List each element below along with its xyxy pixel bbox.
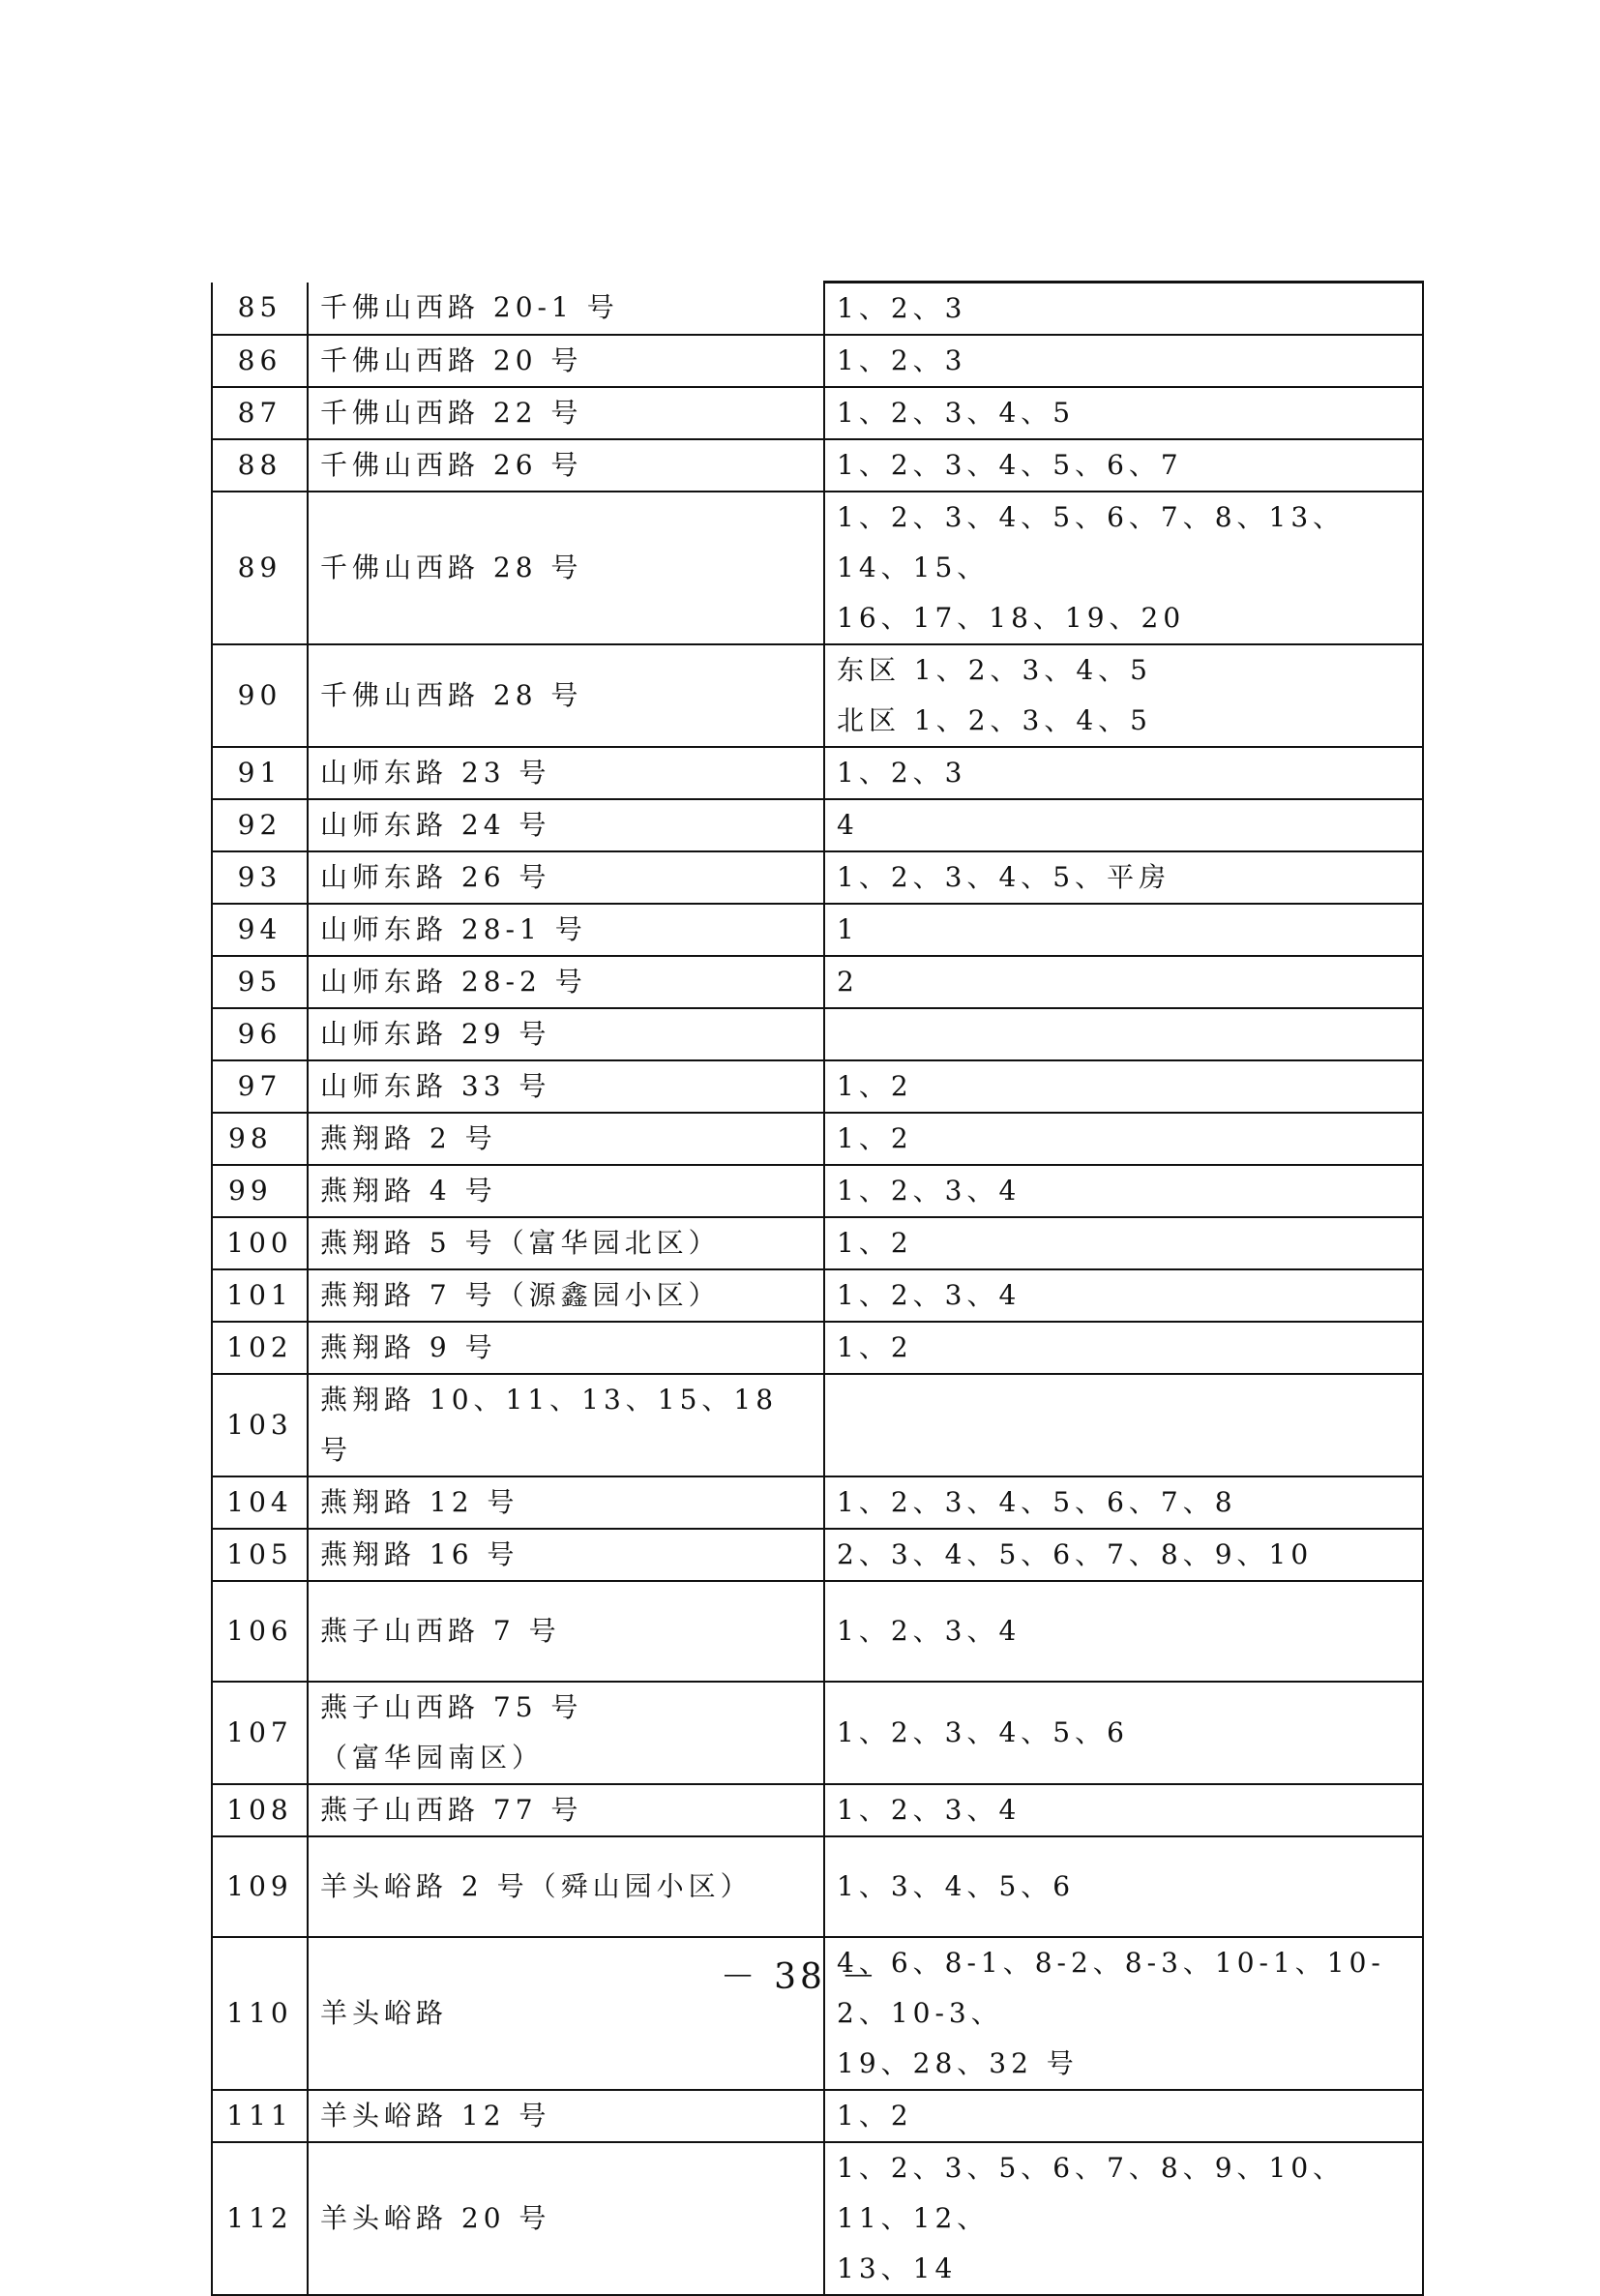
row-number: 101 (212, 1269, 308, 1322)
table-row (212, 387, 1423, 439)
building-numbers-cell: 1、2、3、4、5、6、7 (824, 439, 1423, 492)
row-number: 103 (212, 1374, 308, 1476)
table-row (212, 1322, 1423, 1374)
table-row (212, 1476, 1423, 1529)
table-row (212, 1060, 1423, 1113)
building-numbers-cell: 1、2 (824, 2090, 1423, 2142)
table-row (212, 492, 1423, 644)
address-cell: 羊头峪路 20 号 (308, 2142, 824, 2295)
address-cell: 羊头峪路 (308, 1937, 824, 2090)
address-cell: 燕翔路 5 号（富华园北区） (308, 1217, 824, 1269)
table-row (212, 851, 1423, 904)
address-cell: 燕翔路 12 号 (308, 1476, 824, 1529)
row-number: 108 (212, 1784, 308, 1836)
building-numbers-cell: 1、2 (824, 1322, 1423, 1374)
building-numbers-cell: 1、2 (824, 1060, 1423, 1113)
table-row (212, 904, 1423, 956)
table-row (212, 1165, 1423, 1217)
address-cell: 燕子山西路 75 号 （富华园南区） (308, 1682, 824, 1784)
table-row (212, 1008, 1423, 1060)
table-row (212, 2090, 1423, 2142)
address-cell: 山师东路 24 号 (308, 799, 824, 851)
row-number: 104 (212, 1476, 308, 1529)
row-number: 96 (212, 1008, 308, 1060)
row-number: 85 (212, 283, 308, 336)
building-numbers-cell: 1、2、3、4 (824, 1269, 1423, 1322)
address-cell: 燕子山西路 77 号 (308, 1784, 824, 1836)
row-number: 88 (212, 439, 308, 492)
address-cell: 千佛山西路 26 号 (308, 439, 824, 492)
row-number: 99 (212, 1165, 308, 1217)
address-cell: 山师东路 29 号 (308, 1008, 824, 1060)
building-numbers-cell: 4 (824, 799, 1423, 851)
table-row (212, 799, 1423, 851)
table-row (212, 1682, 1423, 1784)
address-cell: 千佛山西路 20 号 (308, 335, 824, 387)
building-numbers-cell: 1、2、3、5、6、7、8、9、10、11、12、 13、14 (824, 2142, 1423, 2295)
building-numbers-cell: 1、2、3 (824, 283, 1423, 336)
address-cell: 燕翔路 10、11、13、15、18 号 (308, 1374, 824, 1476)
table-row (212, 1113, 1423, 1165)
building-numbers-cell: 1、2 (824, 1217, 1423, 1269)
table-row (212, 747, 1423, 799)
table-row (212, 1529, 1423, 1581)
address-cell: 山师东路 28-1 号 (308, 904, 824, 956)
row-number: 86 (212, 335, 308, 387)
building-numbers-cell: 1、2、3、4、5、平房 (824, 851, 1423, 904)
address-cell: 燕翔路 7 号（源鑫园小区） (308, 1269, 824, 1322)
building-numbers-cell: 1、2、3、4、5 (824, 387, 1423, 439)
row-number: 93 (212, 851, 308, 904)
row-number: 95 (212, 956, 308, 1008)
table-row (212, 1269, 1423, 1322)
table-row (212, 1374, 1423, 1476)
building-numbers-cell: 1、2、3、4、5、6、7、8 (824, 1476, 1423, 1529)
building-numbers-cell: 1、2、3、4 (824, 1165, 1423, 1217)
row-number: 105 (212, 1529, 308, 1581)
address-cell: 千佛山西路 28 号 (308, 492, 824, 644)
building-numbers-cell: 2 (824, 956, 1423, 1008)
address-cell: 燕翔路 2 号 (308, 1113, 824, 1165)
building-numbers-cell: 2、3、4、5、6、7、8、9、10 (824, 1529, 1423, 1581)
address-cell: 山师东路 26 号 (308, 851, 824, 904)
row-number: 90 (212, 644, 308, 747)
building-numbers-cell: 1、2、3、4 (824, 1581, 1423, 1682)
row-number: 91 (212, 747, 308, 799)
address-cell: 千佛山西路 22 号 (308, 387, 824, 439)
building-numbers-cell (824, 1008, 1423, 1060)
table-row (212, 1836, 1423, 1937)
building-numbers-cell: 1、2、3、4 (824, 1784, 1423, 1836)
table-row (212, 1217, 1423, 1269)
row-number: 100 (212, 1217, 308, 1269)
table-row (212, 1581, 1423, 1682)
row-number: 87 (212, 387, 308, 439)
address-cell: 山师东路 33 号 (308, 1060, 824, 1113)
row-number: 97 (212, 1060, 308, 1113)
table-row (212, 283, 1423, 336)
address-cell: 燕子山西路 7 号 (308, 1581, 824, 1682)
address-cell: 燕翔路 4 号 (308, 1165, 824, 1217)
row-number: 102 (212, 1322, 308, 1374)
address-cell: 羊头峪路 2 号（舜山园小区） (308, 1836, 824, 1937)
row-number: 112 (212, 2142, 308, 2295)
row-number: 106 (212, 1581, 308, 1682)
row-number: 98 (212, 1113, 308, 1165)
building-numbers-cell: 1、2、3 (824, 335, 1423, 387)
building-numbers-cell: 1、2、3、4、5、6、7、8、13、14、15、 16、17、18、19、20 (824, 492, 1423, 644)
page-number: － 38 － (720, 1957, 880, 1997)
table-row (212, 644, 1423, 747)
table-row (212, 2142, 1423, 2295)
row-number: 92 (212, 799, 308, 851)
address-cell: 山师东路 23 号 (308, 747, 824, 799)
table-row (212, 335, 1423, 387)
row-number: 109 (212, 1836, 308, 1937)
table-row (212, 956, 1423, 1008)
building-numbers-cell: 1、2、3、4、5、6 (824, 1682, 1423, 1784)
building-numbers-cell: 1、3、4、5、6 (824, 1836, 1423, 1937)
table-row (212, 439, 1423, 492)
address-cell: 燕翔路 16 号 (308, 1529, 824, 1581)
building-numbers-cell: 1、2 (824, 1113, 1423, 1165)
address-cell: 羊头峪路 12 号 (308, 2090, 824, 2142)
building-numbers-cell: 1、2、3 (824, 747, 1423, 799)
building-numbers-cell (824, 1374, 1423, 1476)
building-numbers-cell: 1 (824, 904, 1423, 956)
table-row (212, 1784, 1423, 1836)
row-number: 94 (212, 904, 308, 956)
row-number: 110 (212, 1937, 308, 2090)
building-numbers-cell: 东区 1、2、3、4、5 北区 1、2、3、4、5 (824, 644, 1423, 747)
address-cell: 千佛山西路 28 号 (308, 644, 824, 747)
building-numbers-cell: 4、6、8-1、8-2、8-3、10-1、10-2、10-3、 19、28、32 号 (824, 1937, 1423, 2090)
row-number: 89 (212, 492, 308, 644)
address-cell: 千佛山西路 20-1 号 (308, 283, 824, 336)
address-cell: 山师东路 28-2 号 (308, 956, 824, 1008)
address-cell: 燕翔路 9 号 (308, 1322, 824, 1374)
row-number: 107 (212, 1682, 308, 1784)
row-number: 111 (212, 2090, 308, 2142)
